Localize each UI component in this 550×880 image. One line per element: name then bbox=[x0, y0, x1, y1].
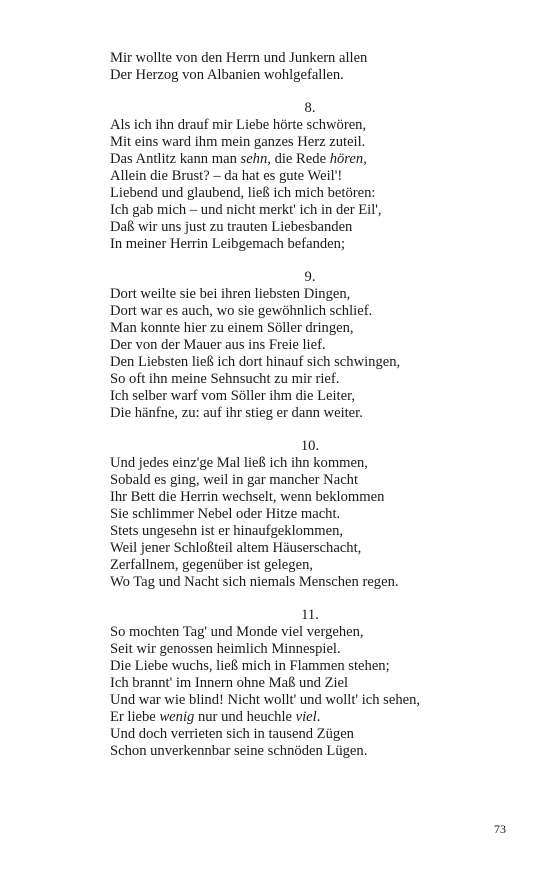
verse-text: Der Herzog von Albanien wohlgefallen. bbox=[110, 67, 344, 83]
verse-text: Das Antlitz kann man bbox=[110, 151, 241, 167]
verse-line bbox=[110, 168, 510, 185]
verse-text: , die Rede bbox=[267, 151, 330, 167]
verse-text: Er liebe bbox=[110, 709, 160, 725]
verse-line bbox=[110, 388, 510, 405]
poem-text bbox=[110, 50, 510, 776]
verse-text: So mochten Tag' und Monde viel vergehen, bbox=[110, 624, 364, 640]
verse-text: Mit eins ward ihm mein ganzes Herz zuteil. bbox=[110, 134, 366, 150]
verse-line bbox=[110, 67, 510, 84]
verse-line bbox=[110, 219, 510, 236]
verse-line bbox=[110, 692, 510, 709]
verse-line bbox=[110, 506, 510, 523]
italic-word: viel bbox=[295, 709, 317, 725]
verse-text: So oft ihn meine Sehnsucht zu mir rief. bbox=[110, 371, 340, 387]
stanza bbox=[110, 607, 510, 760]
italic-word: sehn bbox=[240, 151, 268, 167]
stanza bbox=[110, 269, 510, 422]
verse-text: Den Liebsten ließ ich dort hinauf sich schwingen, bbox=[110, 354, 401, 370]
verse-text: Stets ungesehn ist er hinaufgeklommen, bbox=[110, 523, 344, 539]
verse-text: In meiner Herrin Leibgemach befanden; bbox=[110, 236, 346, 252]
verse-text: Sobald es ging, weil in gar mancher Nacht bbox=[110, 472, 359, 488]
verse-text: Der von der Mauer aus ins Freie lief. bbox=[110, 337, 326, 353]
verse-text: Seit wir genossen heimlich Minnespiel. bbox=[110, 641, 341, 657]
page-number: 73 bbox=[494, 822, 506, 836]
stanza bbox=[110, 50, 510, 84]
verse-text: Mir wollte von den Herrn und Junkern allen bbox=[110, 50, 368, 66]
verse-text: Dort war es auch, wo sie gewöhnlich schlief. bbox=[110, 303, 373, 319]
verse-line bbox=[110, 202, 510, 219]
verse-text: Daß wir uns just zu trauten Liebesbanden bbox=[110, 219, 353, 235]
verse-line bbox=[110, 354, 510, 371]
verse-text: Schon unverkennbar seine schnöden Lügen. bbox=[110, 743, 368, 759]
verse-line bbox=[110, 540, 510, 557]
verse-text: , bbox=[363, 151, 367, 167]
verse-line bbox=[110, 337, 510, 354]
verse-line bbox=[110, 641, 510, 658]
italic-word: hören bbox=[329, 151, 364, 167]
italic-word: wenig bbox=[159, 709, 195, 725]
stanza-number: 8. bbox=[304, 100, 316, 116]
verse-text: Und jedes einz'ge Mal ließ ich ihn kommen, bbox=[110, 455, 368, 471]
verse-line bbox=[110, 236, 510, 253]
verse-line bbox=[110, 658, 510, 675]
verse-line bbox=[110, 50, 510, 67]
verse-text: Ich brannt' im Innern ohne Maß und Ziel bbox=[110, 675, 349, 691]
verse-line bbox=[110, 675, 510, 692]
verse-line bbox=[110, 303, 510, 320]
verse-line bbox=[110, 117, 510, 134]
verse-line bbox=[110, 743, 510, 760]
verse-text: Allein die Brust? – da hat es gute Weil'! bbox=[110, 168, 343, 184]
verse-line bbox=[110, 523, 510, 540]
verse-line bbox=[110, 320, 510, 337]
verse-text: Dort weilte sie bei ihren liebsten Dingen, bbox=[110, 286, 351, 302]
verse-text: Zerfallnem, gegenüber ist gelegen, bbox=[110, 557, 314, 573]
verse-text: Weil jener Schloßteil altem Häuserschacht, bbox=[110, 540, 362, 556]
stanza-number: 9. bbox=[304, 269, 316, 285]
verse-text: nur und heuchle bbox=[194, 709, 296, 725]
verse-text: Sie schlimmer Nebel oder Hitze macht. bbox=[110, 506, 341, 522]
verse-text: Wo Tag und Nacht sich niemals Menschen regen. bbox=[110, 574, 399, 590]
verse-line bbox=[110, 455, 510, 472]
verse-line bbox=[110, 151, 510, 168]
verse-line bbox=[110, 371, 510, 388]
verse-line bbox=[110, 472, 510, 489]
verse-text: Die Liebe wuchs, ließ mich in Flammen stehen; bbox=[110, 658, 390, 674]
verse-line bbox=[110, 624, 510, 641]
stanza bbox=[110, 100, 510, 253]
verse-line bbox=[110, 574, 510, 591]
verse-line bbox=[110, 557, 510, 574]
verse-line bbox=[110, 286, 510, 303]
verse-line bbox=[110, 134, 510, 151]
verse-line bbox=[110, 405, 510, 422]
stanza bbox=[110, 438, 510, 591]
verse-text: Ich gab mich – und nicht merkt' ich in der Eil', bbox=[110, 202, 382, 218]
verse-text: Und war wie blind! Nicht wollt' und wollt' ich sehen, bbox=[110, 692, 421, 708]
verse-text: Ich selber warf vom Söller ihm die Leiter, bbox=[110, 388, 355, 404]
verse-text: Die hänfne, zu: auf ihr stieg er dann weiter. bbox=[110, 405, 363, 421]
verse-line bbox=[110, 709, 510, 726]
verse-text: Liebend und glaubend, ließ ich mich betören: bbox=[110, 185, 376, 201]
stanza-number: 11. bbox=[301, 607, 319, 623]
verse-text: Und doch verrieten sich in tausend Zügen bbox=[110, 726, 354, 742]
verse-line bbox=[110, 185, 510, 202]
verse-text: Als ich ihn drauf mir Liebe hörte schwören, bbox=[110, 117, 367, 133]
verse-line bbox=[110, 489, 510, 506]
stanza-number: 10. bbox=[300, 438, 320, 454]
verse-line bbox=[110, 726, 510, 743]
verse-text: Man konnte hier zu einem Söller dringen, bbox=[110, 320, 354, 336]
verse-text: Ihr Bett die Herrin wechselt, wenn beklommen bbox=[110, 489, 385, 505]
verse-text: . bbox=[316, 709, 321, 725]
